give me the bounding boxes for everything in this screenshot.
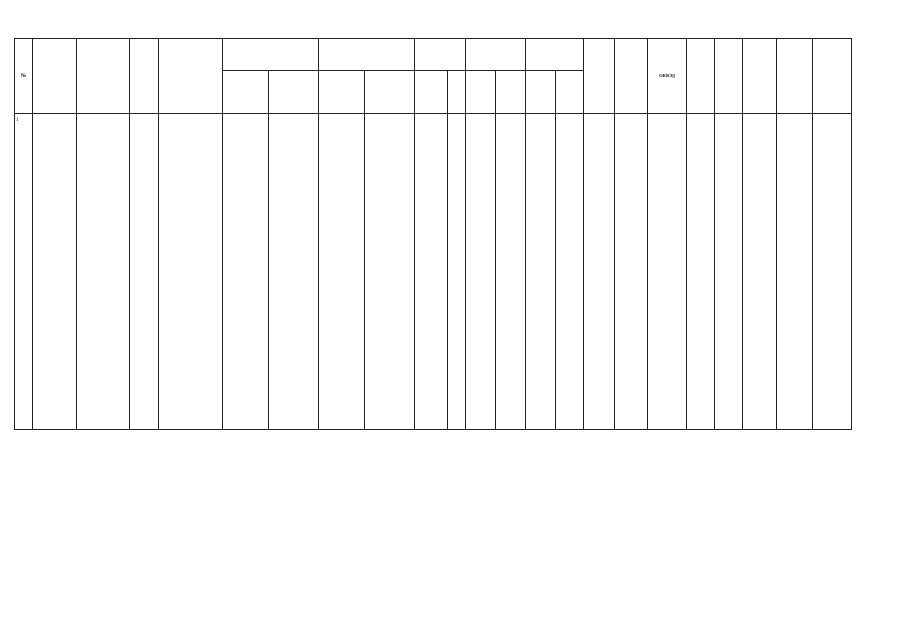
header-content-2 (319, 39, 415, 71)
cell-registry-number (33, 114, 76, 430)
subheader-content-2-name (319, 71, 364, 114)
header-no: № (15, 39, 33, 114)
header-consumer-category (583, 39, 614, 114)
cell-payment (615, 114, 648, 430)
header-service-name (159, 39, 223, 114)
header-condition-2 (526, 39, 584, 71)
cell-okved (648, 114, 686, 430)
subheader-content-1-name (223, 71, 268, 114)
header-volume-indicators (812, 39, 851, 114)
cell-type (686, 114, 714, 430)
cell-no: 1 (15, 114, 33, 430)
cell-registry-number-list (76, 114, 130, 430)
header-service-code (130, 39, 159, 114)
header-content-3 (415, 39, 466, 71)
header-registry-number (33, 39, 76, 114)
cell-service-code (130, 114, 159, 430)
cell-content-2-name (319, 114, 364, 430)
subheader-condition-1-value (495, 71, 525, 114)
subheader-condition-2-value (556, 71, 583, 114)
header-row-1 (15, 39, 894, 71)
table-row (15, 114, 894, 430)
header-condition-1 (465, 39, 526, 71)
services-registry-table (14, 38, 894, 430)
subheader-content-1-value (268, 71, 319, 114)
cell-consumer-category (583, 114, 614, 430)
header-type (686, 39, 714, 114)
cell-content-1-name (223, 114, 268, 430)
header-okved: ОКВЭД (648, 39, 686, 114)
subheader-content-3-value (448, 71, 465, 114)
cell-condition-2-value (556, 114, 583, 430)
subheader-content-3-name (415, 71, 448, 114)
header-npa (715, 39, 743, 114)
cell-condition-1-name (465, 114, 495, 430)
cell-quality-indicators (776, 114, 812, 430)
header-payment (615, 39, 648, 114)
cell-service-name (159, 114, 223, 430)
cell-volume-indicators (812, 114, 851, 430)
cell-content-2-value (364, 114, 415, 430)
cell-condition-2-name (526, 114, 556, 430)
cell-npa (715, 114, 743, 430)
header-consumers (743, 39, 776, 114)
header-content-1 (223, 39, 319, 71)
subheader-condition-1-name (465, 71, 495, 114)
subheader-content-2-value (364, 71, 415, 114)
cell-consumers (743, 114, 776, 430)
header-quality-indicators (776, 39, 812, 114)
header-registry-number-list (76, 39, 130, 114)
cell-content-1-value (268, 114, 319, 430)
cell-content-3-name (415, 114, 448, 430)
cell-condition-1-value (495, 114, 525, 430)
cell-content-3-value (448, 114, 465, 430)
subheader-condition-2-name (526, 71, 556, 114)
